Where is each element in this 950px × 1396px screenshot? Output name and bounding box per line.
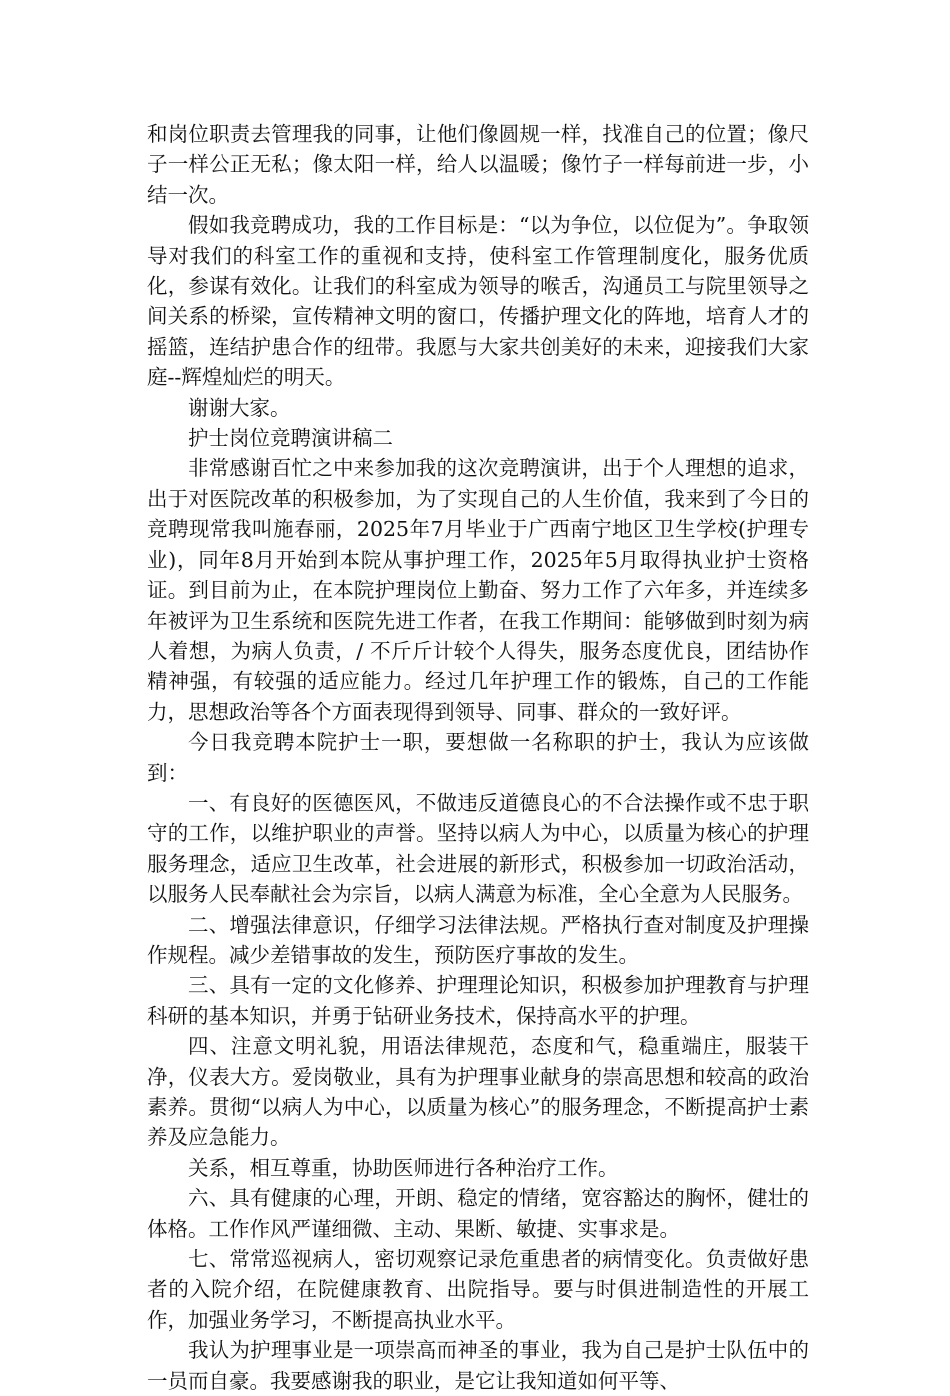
document-body <box>147 119 809 1396</box>
paragraph-item-3: 三、具有一定的文化修养、护理理论知识，积极参加护理教育与护理科研的基本知识，并勇于钻研业务技术，保持高水平的护理。 <box>147 973 809 1028</box>
paragraph-thanks: 谢谢大家。 <box>188 395 291 420</box>
paragraph-item-4: 四、注意文明礼貌，用语法律规范，态度和气，稳重端庄，服装干净，仪表大方。爱岗敬业，具有为护理事业献身的崇高思想和较高的政治素养。贯彻“以病人为中心，以质量为核心”的服务理念，不断提高护士素养及应急能力。 <box>147 1034 809 1150</box>
paragraph-closing: 我认为护理事业是一项崇高而神圣的事业，我为自己是护士队伍中的一员而自豪。我要感谢我的职业，是它让我知道如何平等、 <box>147 1338 809 1393</box>
paragraph-should-do: 今日我竞聘本院护士一职，要想做一名称职的护士，我认为应该做到： <box>147 730 809 785</box>
paragraph-item-1: 一、有良好的医德医风，不做违反道德良心的不合法操作或不忠于职守的工作，以维护职业的声誉。坚持以病人为中心，以质量为核心的护理服务理念，适应卫生改革，社会进展的新形式，积极参加一切政治活动，以服务人民奉献社会为宗旨，以病人满意为标准，全心全意为人民服务。 <box>147 790 809 907</box>
paragraph-item-6: 六、具有健康的心理，开朗、稳定的情绪，宽容豁达的胸怀，健壮的体格。工作作风严谨细微、主动、果断、敏捷、实事求是。 <box>147 1186 809 1241</box>
paragraph-work-goal: 假如我竞聘成功，我的工作目标是：“以为争位，以位促为”。争取领导对我们的科室工作的重视和支持，使科室工作管理制度化，服务优质化，参谋有效化。让我们的科室成为领导的喉舌，沟通员工与院里领导之间关系的桥梁，宣传精神文明的窗口，传播护理文化的阵地，培育人才的摇篮，连结护患合作的纽带。我愿与大家共创美好的未来，迎接我们大家庭--辉煌灿烂的明天。 <box>147 213 809 390</box>
paragraph-item-7: 七、常常巡视病人，密切观察记录危重患者的病情变化。负责做好患者的入院介绍，在院健康教育、出院指导。要与时俱进制造性的开展工作，加强业务学习，不断提高执业水平。 <box>147 1247 809 1332</box>
paragraph-item-2: 二、增强法律意识，仔细学习法律法规。严格执行查对制度及护理操作规程。减少差错事故的发生，预防医疗事故的发生。 <box>147 912 809 967</box>
paragraph-continued: 和岗位职责去管理我的同事，让他们像圆规一样，找准自己的位置；像尺子一样公正无私；像太阳一样，给人以温暖；像竹子一样每前进一步，小结一次。 <box>147 122 809 207</box>
section-title: 护士岗位竞聘演讲稿二 <box>188 426 393 451</box>
paragraph-introduction: 非常感谢百忙之中来参加我的这次竞聘演讲，出于个人理想的追求，出于对医院改革的积极参加，为了实现自己的人生价值，我来到了今日的竞聘现常我叫施春丽，2025年7月毕业于广西南宁地区卫生学校(护理专业)，同年8月开始到本院从事护理工作，2025年5月取得执业护士资格证。到目前为止，在本院护理岗位上勤奋、努力工作了六年多，并连续多年被评为卫生系统和医院先进工作者，在我工作期间：能够做到时刻为病人着想，为病人负责，/ 不斤斤计较个人得失，服务态度优良，团结协作精神强，有较强的适应能力。经过几年护理工作的锻炼，自己的工作能力，思想政治等各个方面表现得到领导、同事、群众的一致好评。 <box>147 456 809 724</box>
paragraph-relations: 关系，相互尊重，协助医师进行各种治疗工作。 <box>188 1155 619 1180</box>
